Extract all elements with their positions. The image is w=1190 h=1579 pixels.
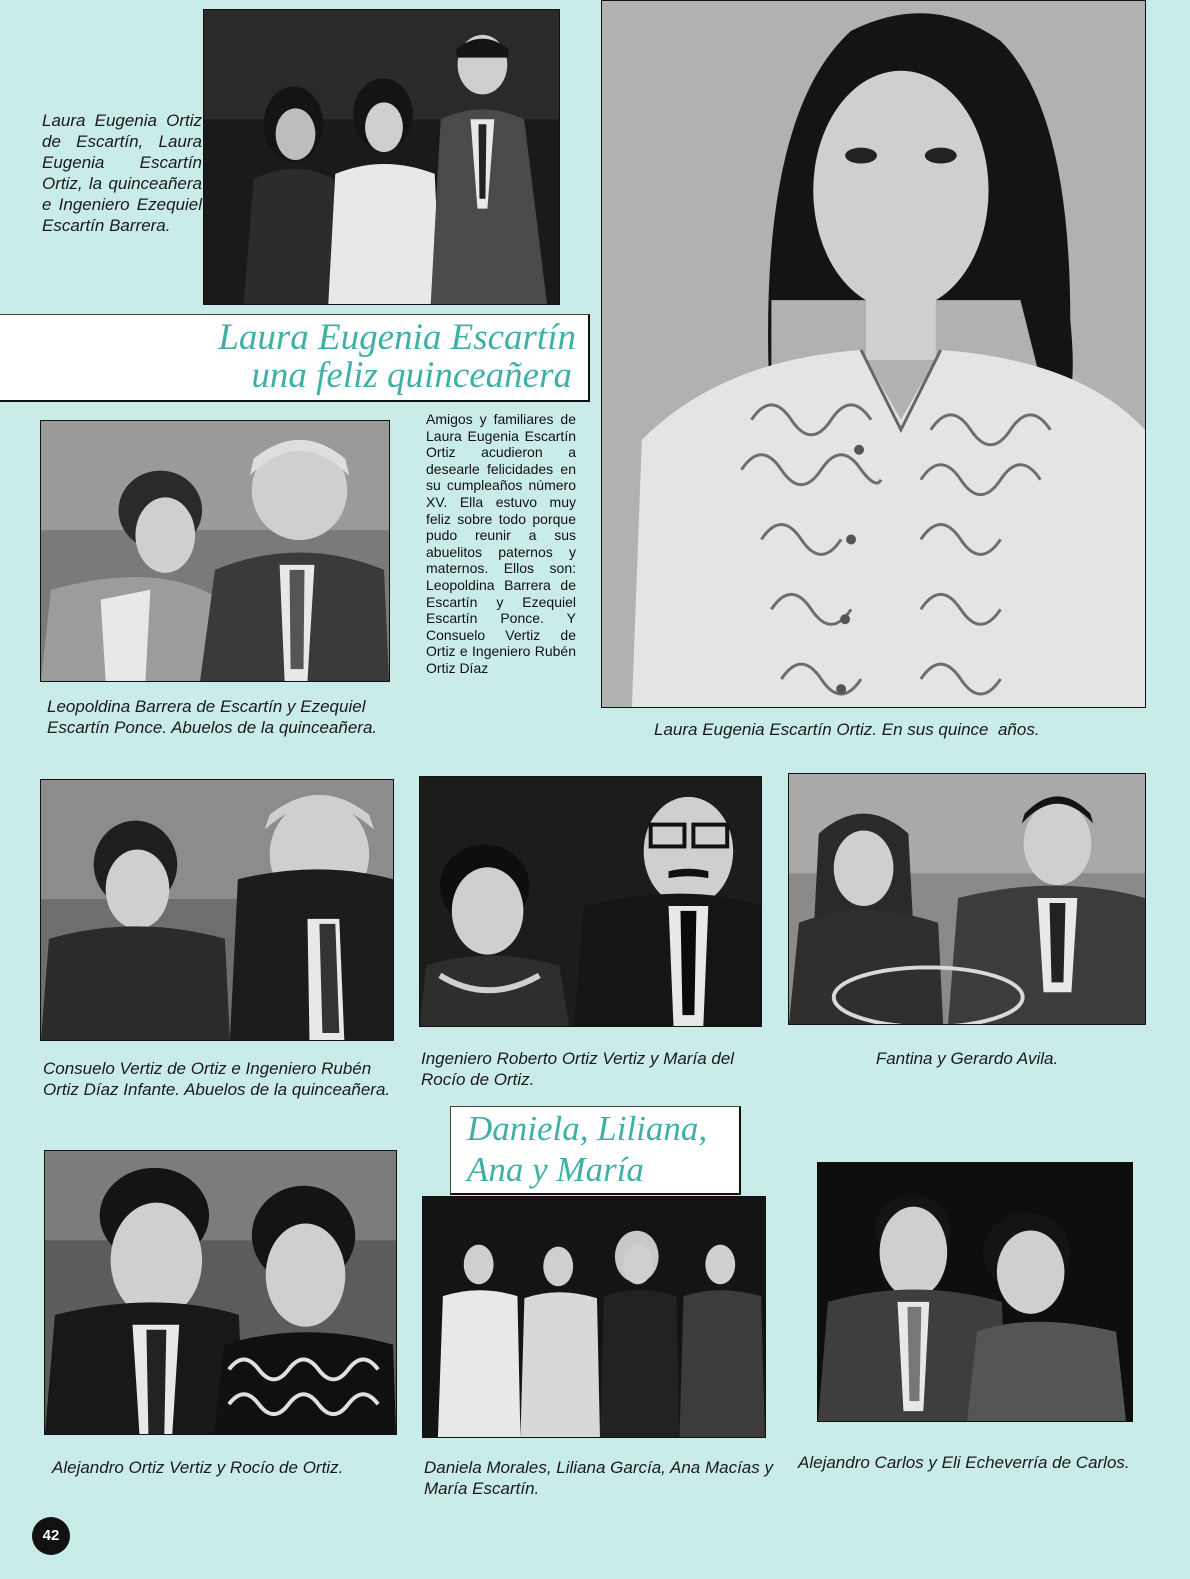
photo-paternal-grandparents: [40, 420, 390, 682]
caption-four-girls: Daniela Morales, Liliana García, Ana Macías y María Escartín.: [424, 1458, 773, 1498]
photo-four-girls: [422, 1196, 766, 1438]
photo-roberto-maria: [419, 776, 762, 1027]
caption-fantina-gerardo: Fantina y Gerardo Avila.: [875, 1049, 1059, 1068]
photo-family-group: [203, 9, 560, 305]
photo-alejandro-eli: [817, 1162, 1133, 1422]
article-body: Amigos y familiares de Laura Eugenia Escartín Ortiz acudieron a desearle felicidades en su cumpleaños número XV. Ella estuvo muy feliz sobre todo porque pudo reunir a sus abuelitos paternos y maternos. Ellos son: Leopoldina Barrera de Escartín y Ezequiel Escartín Ponce. Y Consuelo Vertiz de Ortiz e Ingeniero Rubén Ortiz Díaz: [426, 411, 576, 676]
main-title-box: [0, 314, 590, 402]
page-number: 42: [32, 1517, 70, 1555]
caption-roberto-maria: Ingeniero Roberto Ortiz Vertiz y María del Rocío de Ortiz.: [421, 1049, 735, 1089]
caption-quinceanera-portrait: Laura Eugenia Escartín Ortiz. En sus quince años.: [654, 720, 1040, 739]
caption-family-group: Laura Eugenia Ortiz de Escartín, Laura Eugenia Escartín Ortiz, la quinceañera e Ingeniero Ezequiel Escartín Barrera.: [42, 111, 202, 235]
photo-maternal-grandparents: [40, 779, 394, 1041]
secondary-title-box: [450, 1106, 741, 1195]
caption-alejandro-eli: Alejandro Carlos y Eli Echeverría de Carlos.: [798, 1453, 1130, 1472]
main-title-line1: Laura Eugenia Escartín: [218, 317, 576, 358]
secondary-title-line1: Daniela, Liliana,: [467, 1109, 708, 1148]
main-title-line2: una feliz quinceañera: [251, 355, 572, 396]
secondary-title-line2: Ana y María: [467, 1150, 644, 1189]
photo-fantina-gerardo: [788, 773, 1146, 1025]
photo-quinceanera-portrait: [601, 0, 1146, 708]
caption-paternal-grandparents: Leopoldina Barrera de Escartín y Ezequiel Escartín Ponce. Abuelos de la quinceañera.: [47, 697, 378, 737]
photo-alejandro-rocio: [44, 1150, 397, 1435]
caption-alejandro-rocio: Alejandro Ortiz Vertiz y Rocío de Ortiz.: [52, 1458, 344, 1477]
caption-maternal-grandparents: Consuelo Vertiz de Ortiz e Ingeniero Rubén Ortiz Díaz Infante. Abuelos de la quinceañera.: [43, 1059, 391, 1099]
